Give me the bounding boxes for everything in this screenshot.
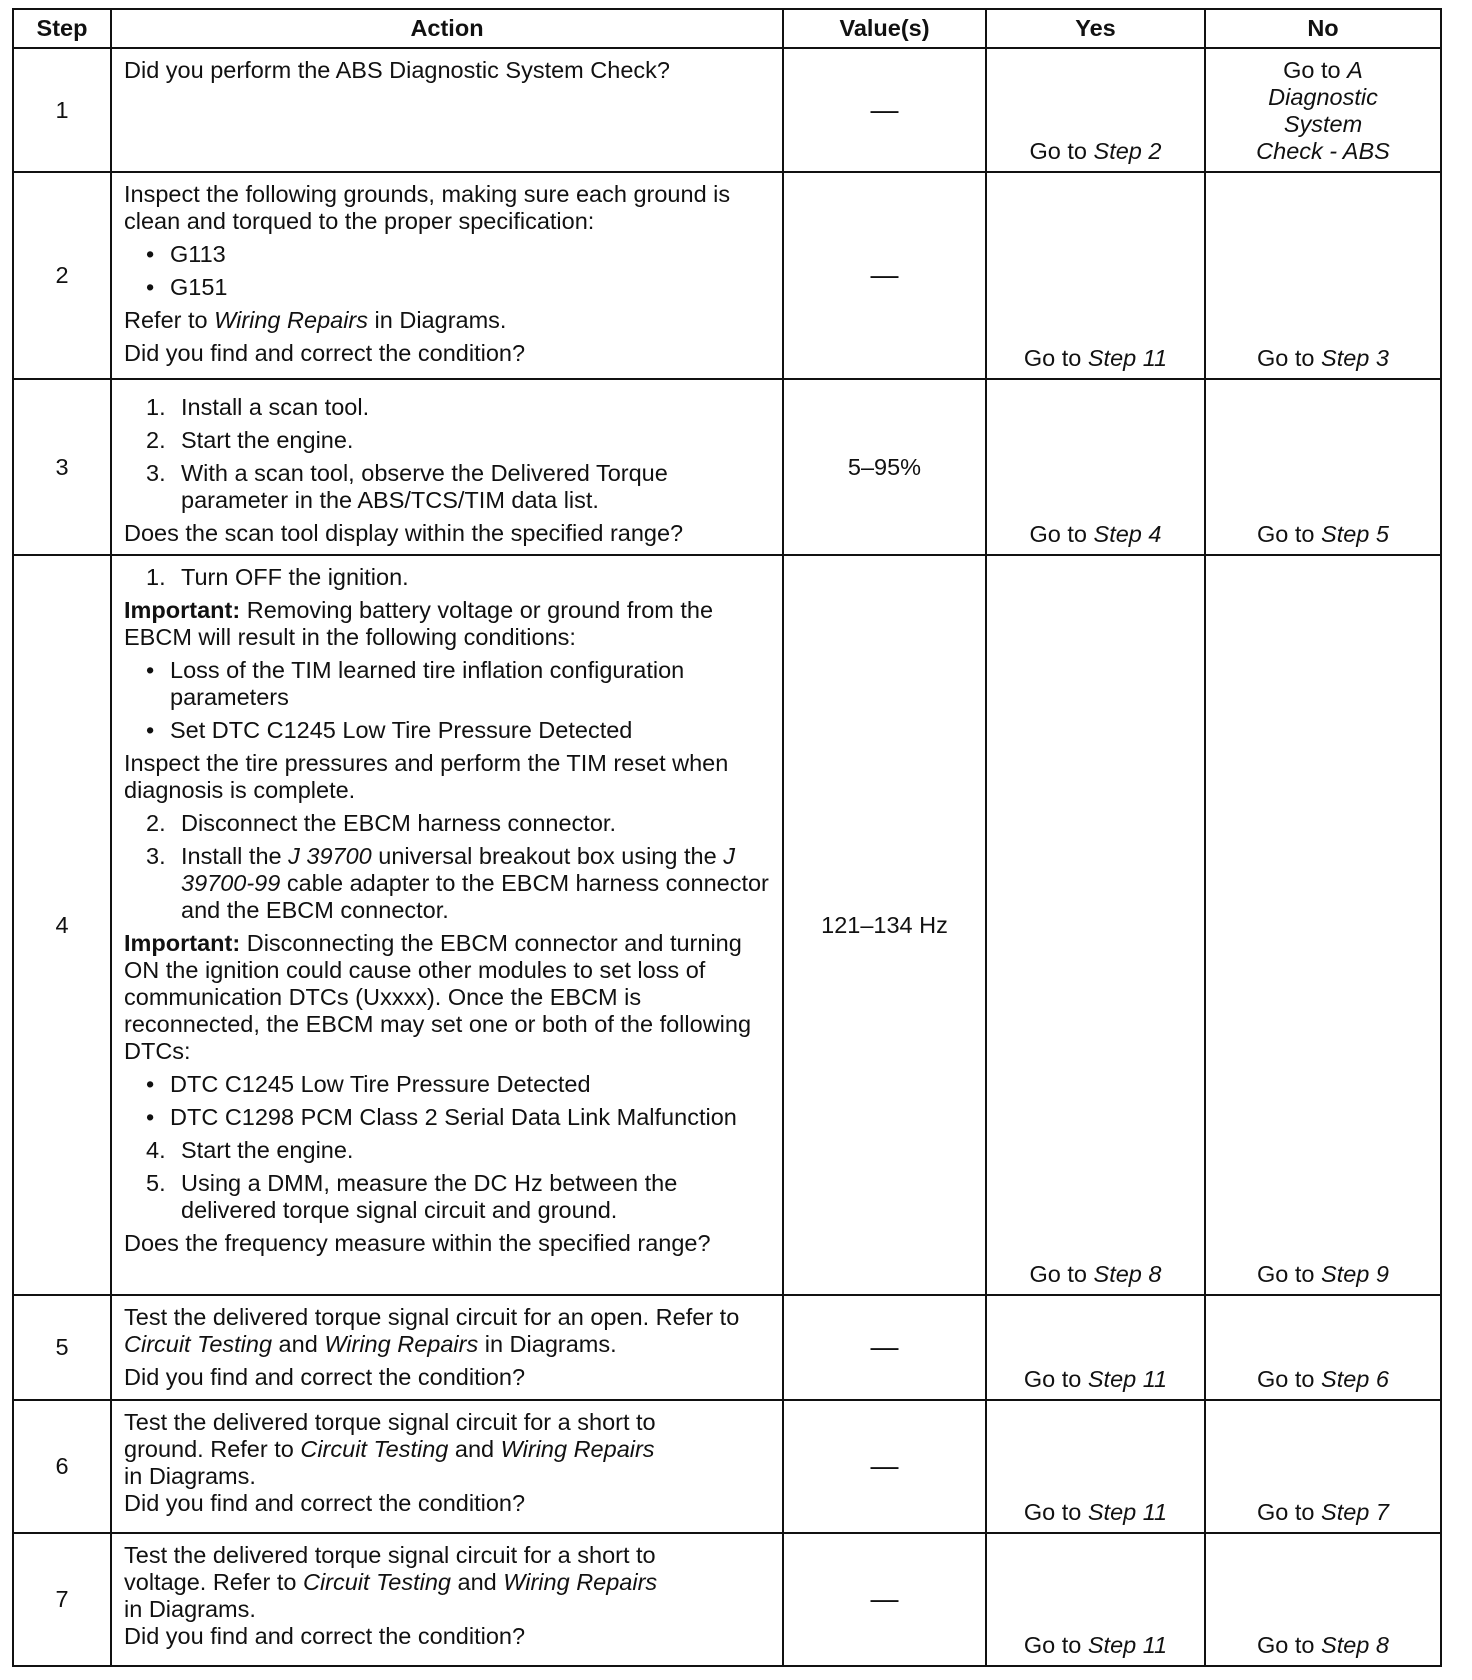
action-text-part: Test the delivered torque signal circuit for a short to voltage. Refer to [124, 1542, 656, 1595]
ground-item: • G151 [146, 274, 772, 301]
value-cell [783, 1400, 986, 1533]
step-number: 6 [13, 1400, 111, 1533]
numbered-step [146, 460, 772, 514]
action-text-part: and [451, 1569, 504, 1595]
goto-prefix: Go to [1029, 1261, 1094, 1287]
value-cell [783, 555, 986, 1295]
action-reference [124, 307, 772, 334]
ground-item: • G113 [146, 241, 772, 268]
no-cell [1205, 1400, 1441, 1533]
step-index: 5. [146, 1170, 166, 1196]
table-row [13, 555, 1441, 1295]
tool-reference: J 39700-99 [181, 843, 735, 896]
diagnostic-steps-table [12, 8, 1442, 1667]
circuit-testing-link[interactable]: Circuit Testing [124, 1331, 273, 1357]
action-text-part: in Diagrams. [124, 1596, 256, 1622]
yes-cell [986, 172, 1205, 379]
goto-step-link[interactable]: Step 5 [1321, 521, 1389, 547]
step-number: 5 [13, 1295, 111, 1400]
action-cell [111, 1533, 783, 1666]
value-text: — [870, 259, 899, 290]
value-cell [783, 1295, 986, 1400]
header-values: Value(s) [783, 9, 986, 48]
goto-step-link[interactable]: Step 4 [1093, 521, 1162, 547]
condition-item: • Set DTC C1245 Low Tire Pressure Detected [146, 717, 772, 744]
goto-step-link[interactable]: Step 9 [1321, 1261, 1389, 1287]
step-index: 1. [146, 564, 166, 590]
step-number: 1 [13, 48, 111, 172]
goto-prefix: Go to [1257, 521, 1322, 547]
goto-prefix: Go to [1023, 1632, 1088, 1658]
action-question: Did you find and correct the condition? [124, 1364, 526, 1390]
step-index: 2. [146, 810, 166, 836]
table-row [13, 1533, 1441, 1666]
header-row [13, 9, 1441, 48]
no-cell [1205, 48, 1441, 172]
step-number: 2 [13, 172, 111, 379]
ref-suffix: in Diagrams. [368, 307, 507, 333]
no-cell [1205, 379, 1441, 555]
goto-diagnostic-check-link-line2[interactable]: Diagnostic [1268, 84, 1378, 110]
yes-cell [986, 555, 1205, 1295]
table-row [13, 1400, 1441, 1533]
value-text: — [870, 1450, 899, 1481]
dtc-item: • DTC C1245 Low Tire Pressure Detected [146, 1071, 772, 1098]
step-text: With a scan tool, observe the Delivered Torque parameter in the ABS/TCS/TIM data list. [181, 460, 668, 513]
action-question: Did you find and correct the condition? [124, 1490, 526, 1516]
step-number: 4 [13, 555, 111, 1295]
circuit-testing-link[interactable]: Circuit Testing [300, 1436, 449, 1462]
goto-step-link[interactable]: Step 8 [1093, 1261, 1162, 1287]
goto-step-link[interactable]: Step 3 [1321, 345, 1389, 371]
important-text: Removing battery voltage or ground from the EBCM will result in the following conditions: [124, 597, 714, 650]
goto-step-link[interactable]: Step 11 [1087, 345, 1168, 371]
wiring-repairs-link[interactable]: Wiring Repairs [503, 1569, 658, 1595]
action-cell [111, 172, 783, 379]
ref-prefix: Refer to [124, 307, 215, 333]
step-text: Start the engine. [181, 427, 354, 453]
action-cell [111, 379, 783, 555]
numbered-step [146, 427, 772, 454]
goto-prefix: Go to [1257, 1261, 1322, 1287]
table-row [13, 172, 1441, 379]
action-text-part: Test the delivered torque signal circuit for a short to ground. Refer to [124, 1409, 656, 1462]
goto-step-link[interactable]: Step 8 [1321, 1632, 1389, 1658]
header-no: No [1205, 9, 1441, 48]
goto-diagnostic-check-link-line3[interactable]: System [1283, 111, 1363, 137]
numbered-step [146, 810, 772, 837]
table-row [13, 379, 1441, 555]
diagnostic-page [12, 8, 1440, 1668]
goto-prefix: Go to [1257, 1632, 1322, 1658]
action-text-part: and [272, 1331, 325, 1357]
yes-cell [986, 1400, 1205, 1533]
action-cell [111, 555, 783, 1295]
step-index: 4. [146, 1137, 166, 1163]
action-cell [111, 1295, 783, 1400]
step-text: universal breakout box using the [371, 843, 724, 869]
goto-diagnostic-check-link[interactable]: A [1347, 57, 1363, 83]
important-note [124, 597, 772, 651]
no-cell [1205, 1533, 1441, 1666]
yes-cell [986, 379, 1205, 555]
no-cell [1205, 1295, 1441, 1400]
numbered-step [146, 564, 772, 591]
value-cell [783, 48, 986, 172]
value-cell [783, 1533, 986, 1666]
action-text: Inspect the tire pressures and perform the TIM reset when diagnosis is complete. [124, 750, 729, 803]
goto-step-link[interactable]: Step 7 [1321, 1499, 1389, 1525]
action-intro: Inspect the following grounds, making sure each ground is clean and torqued to the proper specification: [124, 181, 731, 234]
step-text: cable adapter to the EBCM harness connector and the EBCM connector. [181, 870, 769, 923]
step-index: 2. [146, 427, 166, 453]
dtc-item: • DTC C1298 PCM Class 2 Serial Data Link Malfunction [146, 1104, 772, 1131]
value-text: — [870, 93, 899, 125]
yes-cell [986, 48, 1205, 172]
numbered-step [146, 1137, 772, 1164]
goto-step-link[interactable]: Step 11 [1087, 1366, 1168, 1392]
step-number: 3 [13, 379, 111, 555]
value-cell [783, 379, 986, 555]
important-text: Disconnecting the EBCM connector and turning ON the ignition could cause other modules to set loss of communication DTCs (Uxxxx). Once the EBCM is reconnected, the EBCM may set one or both of the following DTCs: [124, 930, 752, 1064]
action-text-part: Test the delivered torque signal circuit for an open. Refer to [124, 1304, 740, 1330]
action-cell [111, 1400, 783, 1533]
header-yes: Yes [986, 9, 1205, 48]
goto-step-link[interactable]: Step 6 [1321, 1366, 1389, 1392]
value-text: 5–95% [847, 454, 922, 480]
action-question: Did you perform the ABS Diagnostic System Check? [124, 57, 670, 83]
step-text: Turn OFF the ignition. [181, 564, 409, 590]
step-text: Install the [181, 843, 289, 869]
action-text [124, 1409, 772, 1490]
value-cell [783, 172, 986, 379]
important-note [124, 930, 772, 1065]
action-text-part: in Diagrams. [124, 1463, 256, 1489]
action-question: Does the scan tool display within the specified range? [124, 520, 684, 546]
goto-prefix: Go to [1257, 345, 1322, 371]
action-text-part: and [448, 1436, 501, 1462]
action-text-part: in Diagrams. [478, 1331, 617, 1357]
goto-prefix: Go to [1257, 1366, 1322, 1392]
step-text: Disconnect the EBCM harness connector. [181, 810, 616, 836]
yes-cell [986, 1295, 1205, 1400]
important-label: Important: [124, 930, 241, 956]
goto-step-link[interactable]: Step 11 [1087, 1632, 1168, 1658]
step-index: 3. [146, 843, 166, 869]
table-row [13, 48, 1441, 172]
goto-prefix: Go to [1023, 1366, 1088, 1392]
goto-step-link[interactable]: Step 2 [1093, 138, 1162, 164]
value-text: — [870, 1331, 899, 1362]
header-step: Step [13, 9, 111, 48]
action-question: Does the frequency measure within the specified range? [124, 1230, 711, 1256]
step-text: Start the engine. [181, 1137, 354, 1163]
step-index: 3. [146, 460, 166, 486]
action-question: Did you find and correct the condition? [124, 340, 526, 366]
no-cell [1205, 555, 1441, 1295]
goto-prefix: Go to [1023, 1499, 1088, 1525]
goto-diagnostic-check-link-line4[interactable]: Check - ABS [1256, 138, 1390, 164]
action-text [124, 1542, 772, 1623]
wiring-repairs-link[interactable]: Wiring Repairs [214, 307, 369, 333]
value-text: 121–134 Hz [821, 911, 948, 938]
numbered-step [146, 1170, 772, 1224]
header-action: Action [111, 9, 783, 48]
action-question: Did you find and correct the condition? [124, 1623, 526, 1649]
action-cell [111, 48, 783, 172]
wiring-repairs-link[interactable]: Wiring Repairs [324, 1331, 479, 1357]
goto-step-link[interactable]: Step 11 [1087, 1499, 1168, 1525]
action-text [124, 1304, 772, 1358]
step-text: Using a DMM, measure the DC Hz between the delivered torque signal circuit and ground. [181, 1170, 678, 1223]
yes-cell [986, 1533, 1205, 1666]
tool-reference: J 39700 [288, 843, 372, 869]
important-label: Important: [124, 597, 241, 623]
goto-prefix: Go to [1029, 521, 1094, 547]
value-text: — [870, 1583, 899, 1614]
no-cell [1205, 172, 1441, 379]
numbered-step [146, 394, 772, 421]
condition-item: • Loss of the TIM learned tire inflation configuration parameters [146, 657, 772, 711]
step-index: 1. [146, 394, 166, 420]
table-row [13, 1295, 1441, 1400]
circuit-testing-link[interactable]: Circuit Testing [302, 1569, 451, 1595]
step-text: Install a scan tool. [181, 394, 370, 420]
goto-prefix: Go to [1283, 57, 1348, 83]
wiring-repairs-link[interactable]: Wiring Repairs [500, 1436, 655, 1462]
goto-prefix: Go to [1029, 138, 1094, 164]
step-number: 7 [13, 1533, 111, 1666]
goto-prefix: Go to [1257, 1499, 1322, 1525]
goto-prefix: Go to [1023, 345, 1088, 371]
numbered-step [146, 843, 772, 924]
